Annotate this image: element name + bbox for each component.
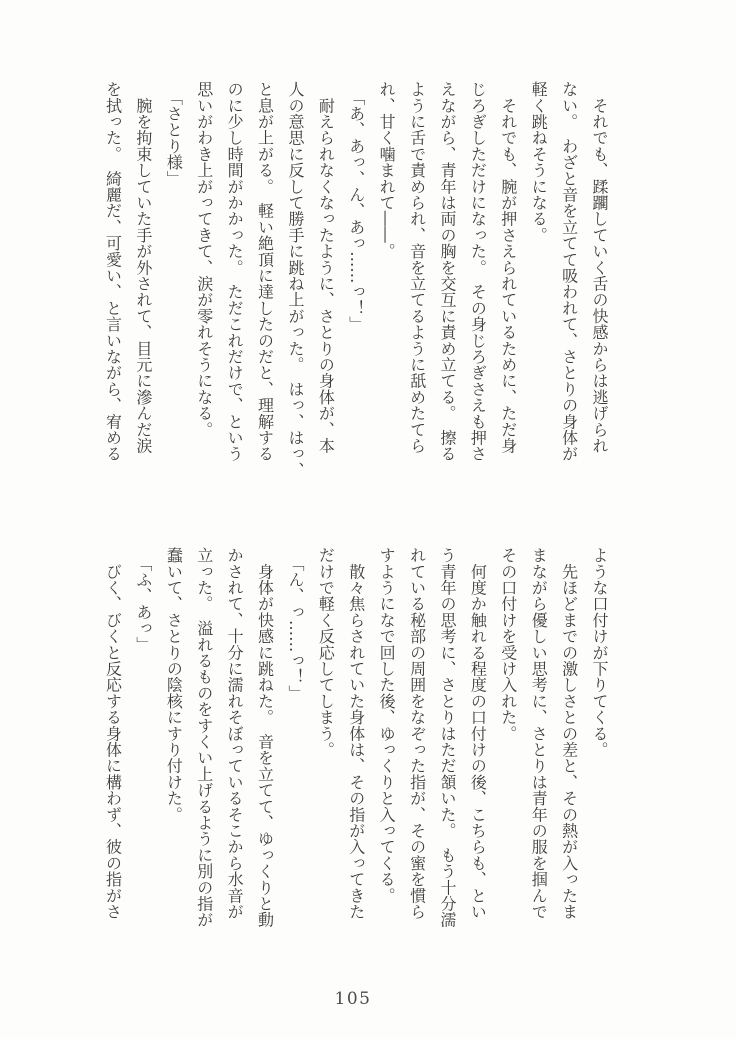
text-line: 腕を拘束していた手が外されて、目元に滲んだ涙 <box>133 81 153 454</box>
text-line: 「あ、あっ、ん、あっ……っ！」 <box>346 81 366 333</box>
text-line: 何度か触れる程度の口付けの後、こちらも、とい <box>468 547 488 920</box>
text-line: 「ふ、あっ」 <box>133 547 153 653</box>
text-line: れている秘部の周囲をなぞった指が、その蜜を慣ら <box>407 547 427 920</box>
text-line: う青年の思考に、さとりはただ頷いた。 もう十分濡 <box>437 547 457 928</box>
text-line: 先ほどまでの激しさとの差と、その熱が入ったま <box>559 547 579 920</box>
text-line: 耐えられなくなったように、さとりの身体が、本 <box>316 81 336 454</box>
text-line: ような口付けが下りてくる。 <box>590 547 609 758</box>
text-line: すようになで回した後、ゆっくりと入ってくる。 <box>377 547 397 904</box>
text-line: 身体が快感に跳ねた。 音を立てて、ゆっくりと動 <box>255 547 275 928</box>
text-line: 散々焦らされていた身体は、その指が入ってきた <box>346 547 366 920</box>
text-line: 蠢いて、さとりの陰核にすり付けた。 <box>164 547 184 823</box>
text-line: ように舌で責められ、音を立てるように舐めたてら <box>407 81 427 454</box>
text-line: それでも、腕が押さえられているために、ただ身 <box>498 81 518 454</box>
text-line: 人の意思に反して勝手に跳ね上がった。 はっ、はっ、 <box>285 81 305 478</box>
text-line: ない。 わざと音を立てて吸われて、さとりの身体が <box>559 81 579 462</box>
text-line: だけで軽く反応してしまう。 <box>316 547 336 758</box>
text-line: かされて、十分に濡れそぼっているそこから水音が <box>225 547 245 920</box>
text-line: 「さとり様」 <box>164 81 184 187</box>
text-line: 思いがわき上がってきて、涙が零れそうになる。 <box>194 81 214 438</box>
text-line: じろぎしただけになった。 その身じろぎさえも押さ <box>468 81 488 462</box>
text-line: それでも、蹂躙していく舌の快感からは逃げられ <box>590 81 609 454</box>
text-line: れ、甘く噛まれて――。 <box>377 81 397 260</box>
page-number: 105 <box>334 989 372 1009</box>
text-line: 軽く跳ねそうになる。 <box>529 81 549 243</box>
text-line: 「ん、っ……っ！」 <box>285 547 305 701</box>
text-line: びく、びくと反応する身体に構わず、彼の指がさ <box>103 547 123 920</box>
text-line: 立った。 溢れるものをすくい上げるように別の指が <box>194 547 214 928</box>
text-line: まながら優しい思考に、さとりは青年の服を掴んで <box>529 547 549 920</box>
text-line: と息が上がる。 軽い絶頂に達したのだと、理解する <box>255 81 275 462</box>
text-line: その口付けを受け入れた。 <box>498 547 518 742</box>
text-line: を拭った。 綺麗だ、可愛い、と言いながら、宥める <box>103 81 123 462</box>
text-block-bottom <box>97 547 614 943</box>
text-line: えながら、青年は両の胸を交互に責め立てる。 擦る <box>437 81 457 462</box>
text-line: のに少し時間がかかった。 ただこれだけで、という <box>225 81 245 462</box>
text-block-top <box>97 81 614 477</box>
